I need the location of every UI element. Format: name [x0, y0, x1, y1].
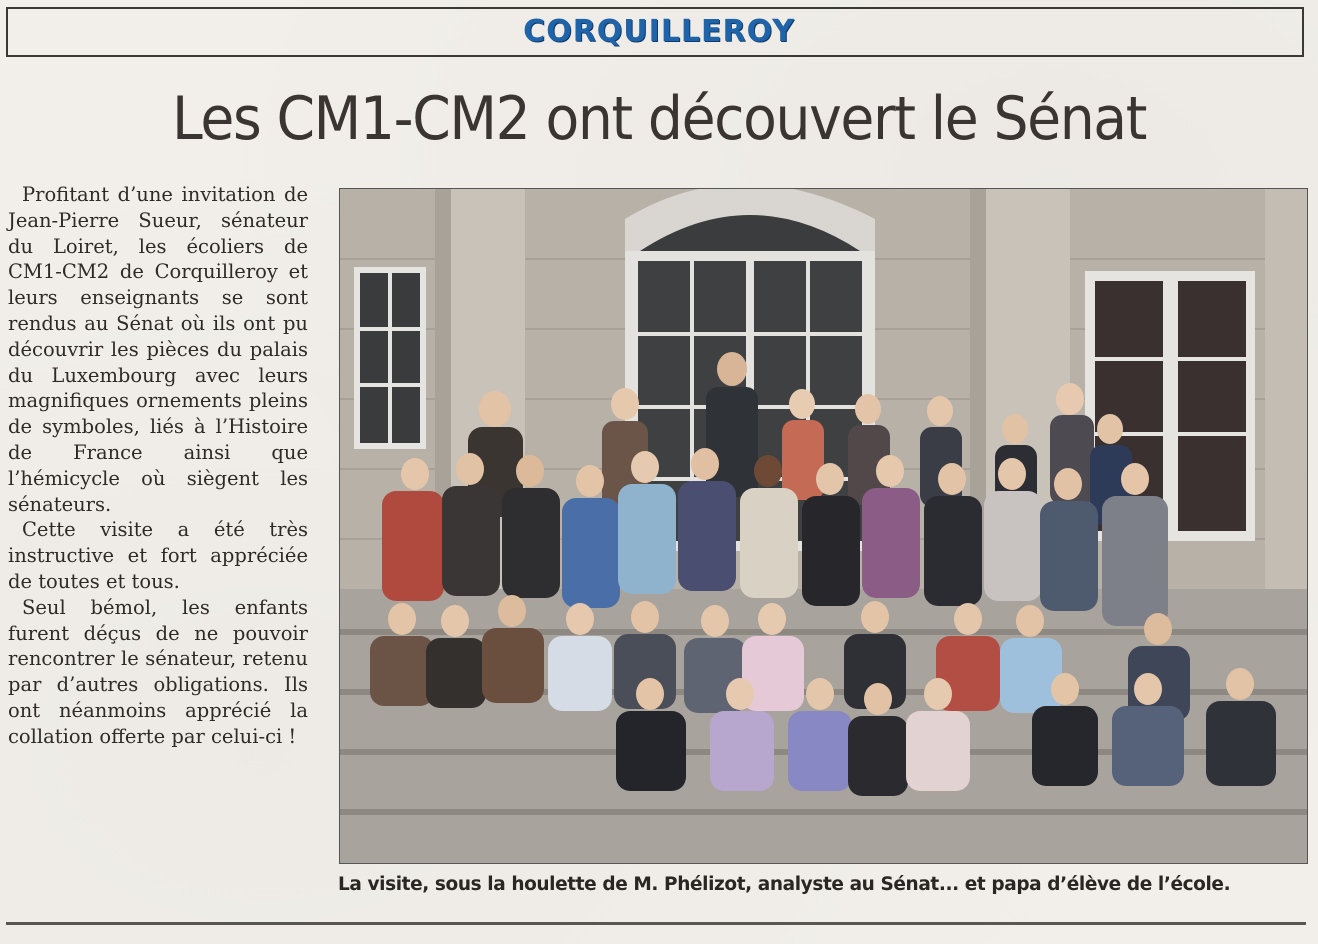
article-paragraph-3: Seul bémol, les enfants furent déçus de ne pouvoir rencontrer le sénateur, retenu par d’autres obligations. Ils ont néanmoins apprécié la collation offerte par celui-ci !: [8, 595, 308, 748]
article-paragraph-1: Profitant d’une invitation de Jean-Pierre Sueur, sénateur du Loiret, les écoliers de CM1-CM2 de Corquilleroy et leurs enseignants se sont rendus au Sénat où ils ont pu découvrir les pièces du palais du Luxembourg avec leurs magnifiques ornements pleins de symboles, liés à l’Histoire de France ainsi que l’hémicycle où siègent les sénateurs.: [8, 183, 308, 516]
page-bottom-rule: [6, 922, 1306, 925]
article-body: [8, 182, 308, 750]
left-window: [354, 267, 426, 449]
photo-caption: La visite, sous la houlette de M. Phélizot, analyste au Sénat... et papa d’élève de l’école.: [338, 874, 1231, 895]
section-rubric: CORQUILLEROY: [523, 14, 795, 49]
article-headline: Les CM1-CM2 ont découvert le Sénat: [171, 84, 1147, 154]
article-paragraph-2: Cette visite a été très instructive et fort appréciée de toutes et tous.: [8, 518, 308, 593]
group-photo-illustration: [340, 189, 1308, 864]
group-photo: [339, 188, 1308, 864]
